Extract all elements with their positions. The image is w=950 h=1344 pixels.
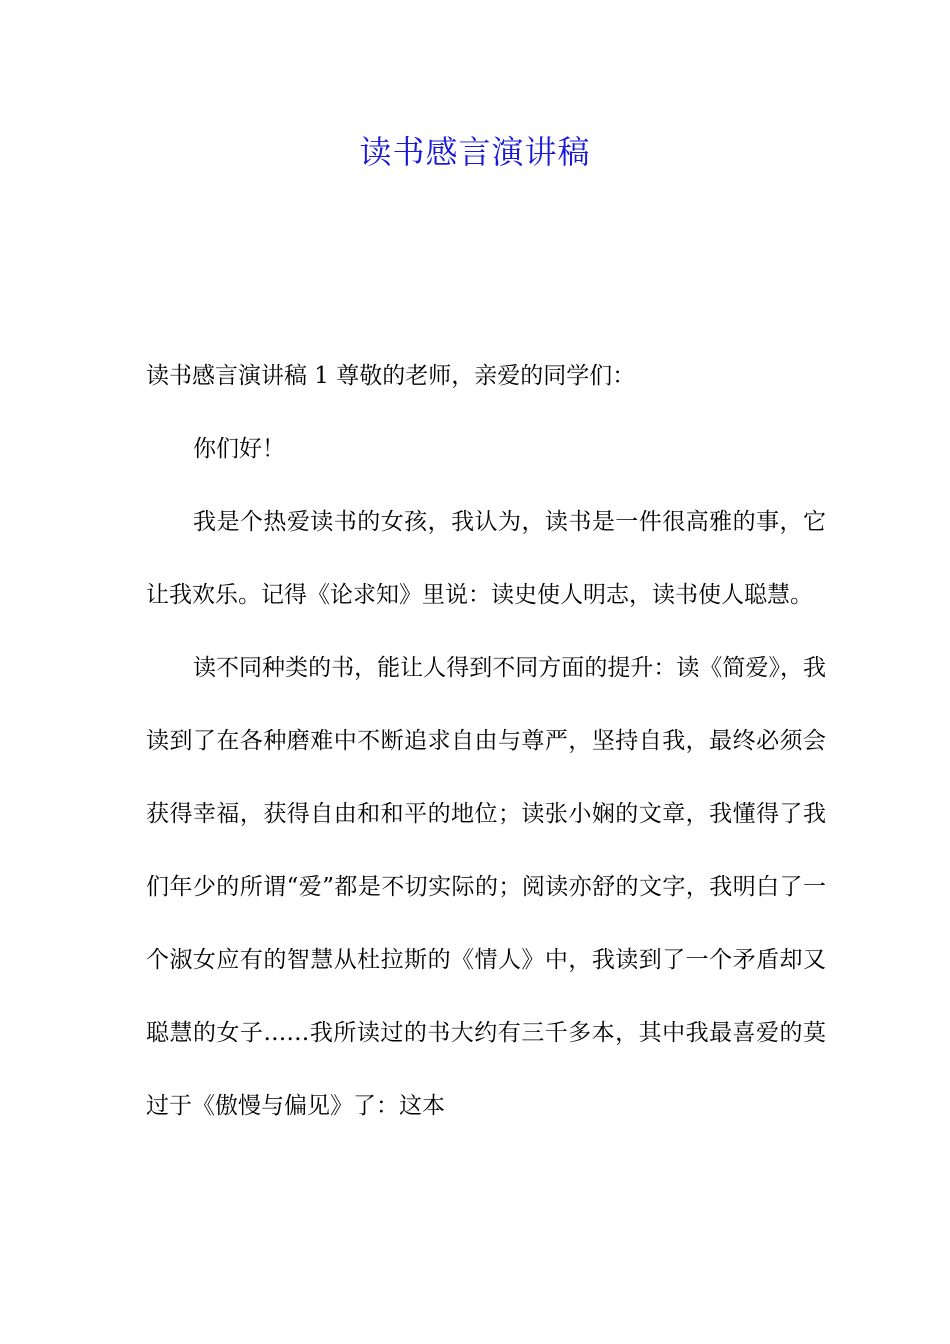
- document-body: [146, 340, 826, 1143]
- paragraph-hello: 你们好！: [193, 436, 285, 462]
- paragraph-greeting-line: 读书感言演讲稿 1 尊敬的老师，亲爱的同学们：: [146, 363, 636, 389]
- paragraph-books-read: 读不同种类的书，能让人得到不同方面的提升：读《简爱》，我读到了在各种磨难中不断追求自由与尊严，坚持自我，最终必须会获得幸福，获得自由和和平的地位；读张小娴的文章，我懂得了我们年少的所谓“爱”都是不切实际的；阅读亦舒的文字，我明白了一个淑女应有的智慧从杜拉斯的《情人》中，我读到了一个矛盾却又聪慧的女子……我所读过的书大约有三千多本，其中我最喜爱的莫过于《傲慢与偏见》了：这本: [146, 655, 826, 1119]
- paragraph-love-reading: 我是个热爱读书的女孩，我认为，读书是一件很高雅的事，它让我欢乐。记得《论求知》里说：读史使人明志，读书使人聪慧。: [146, 509, 826, 608]
- document-title: 读书感言演讲稿: [359, 133, 591, 171]
